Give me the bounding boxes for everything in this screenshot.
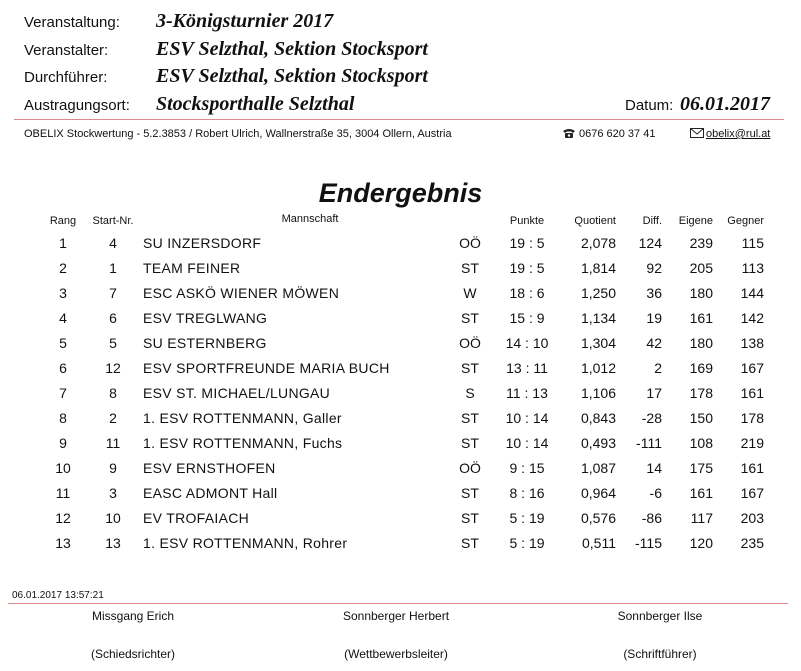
quotient-cell: 0,576 bbox=[580, 510, 616, 526]
eigene-cell: 117 bbox=[690, 510, 713, 526]
gegner-cell: 144 bbox=[740, 285, 764, 301]
diff-cell: 19 bbox=[646, 310, 662, 326]
software-info: OBELIX Stockwertung - 5.2.3853 / Robert Ulrich, Wallnerstraße 35, 3004 Ollern, Austria bbox=[24, 128, 452, 140]
start-cell: 12 bbox=[105, 360, 121, 376]
signature-role-wettbewerbsleiter: (Wettbewerbsleiter) bbox=[344, 647, 448, 661]
envelope-icon bbox=[690, 128, 704, 138]
signature-name-schiedsrichter: Missgang Erich bbox=[91, 609, 175, 623]
diff-cell: -115 bbox=[635, 535, 662, 551]
signature-name-wettbewerbsleiter: Sonnberger Herbert bbox=[342, 609, 450, 623]
eigene-cell: 108 bbox=[689, 435, 713, 451]
rang-cell: 10 bbox=[55, 460, 71, 476]
diff-cell: 92 bbox=[646, 260, 662, 276]
quotient-cell: 0,843 bbox=[580, 410, 616, 426]
rang-cell: 4 bbox=[59, 310, 67, 326]
gegner-cell: 167 bbox=[740, 485, 764, 501]
diff-cell: 2 bbox=[654, 360, 662, 376]
signature-name-schriftfuehrer: Sonnberger Ilse bbox=[617, 609, 703, 623]
gegner-cell: 161 bbox=[740, 460, 764, 476]
gegner-cell: 235 bbox=[740, 535, 764, 551]
quotient-cell: 1,087 bbox=[580, 460, 616, 476]
table-row bbox=[0, 235, 801, 260]
quotient-cell: 0,511 bbox=[582, 535, 616, 551]
value-durchfuehrer: ESV Selzthal, Sektion Stocksport bbox=[156, 65, 428, 87]
team-cell: TEAM FEINER bbox=[143, 260, 241, 276]
rang-cell: 8 bbox=[59, 410, 67, 426]
land-cell: ST bbox=[461, 510, 479, 526]
footer-divider bbox=[8, 603, 788, 604]
diff-cell: -28 bbox=[641, 410, 662, 426]
quotient-cell: 2,078 bbox=[580, 235, 616, 251]
col-punkte: Punkte bbox=[509, 215, 545, 227]
start-cell: 8 bbox=[109, 385, 117, 401]
label-veranstalter: Veranstalter: bbox=[24, 42, 109, 59]
team-cell: 1. ESV ROTTENMANN, Galler bbox=[143, 410, 342, 426]
print-timestamp: 06.01.2017 13:57:21 bbox=[12, 590, 104, 601]
table-row bbox=[0, 510, 801, 535]
gegner-cell: 113 bbox=[741, 260, 764, 276]
diff-cell: 17 bbox=[646, 385, 662, 401]
punkte-cell: 11 : 13 bbox=[506, 385, 548, 401]
land-cell: ST bbox=[461, 260, 479, 276]
land-cell: ST bbox=[461, 360, 479, 376]
rang-cell: 5 bbox=[59, 335, 67, 351]
rang-cell: 9 bbox=[59, 435, 67, 451]
signature-role-schiedsrichter: (Schiedsrichter) bbox=[90, 647, 176, 661]
diff-cell: 124 bbox=[638, 235, 662, 251]
start-cell: 9 bbox=[109, 460, 117, 476]
land-cell: ST bbox=[461, 535, 479, 551]
diff-cell: 42 bbox=[646, 335, 662, 351]
team-cell: ESC ASKÖ WIENER MÖWEN bbox=[143, 285, 340, 301]
gegner-cell: 115 bbox=[741, 235, 764, 251]
eigene-cell: 178 bbox=[689, 385, 713, 401]
diff-cell: 14 bbox=[646, 460, 662, 476]
gegner-cell: 178 bbox=[740, 410, 764, 426]
quotient-cell: 1,106 bbox=[580, 385, 616, 401]
rang-cell: 12 bbox=[55, 510, 71, 526]
table-row bbox=[0, 485, 801, 510]
punkte-cell: 18 : 6 bbox=[509, 285, 545, 301]
land-cell: ST bbox=[461, 310, 479, 326]
team-cell: 1. ESV ROTTENMANN, Fuchs bbox=[143, 435, 343, 451]
quotient-cell: 0,964 bbox=[580, 485, 616, 501]
signature-role-schriftfuehrer: (Schriftführer) bbox=[623, 647, 697, 661]
eigene-cell: 239 bbox=[689, 235, 713, 251]
rang-cell: 1 bbox=[59, 235, 67, 251]
quotient-cell: 1,814 bbox=[580, 260, 616, 276]
rang-cell: 2 bbox=[59, 260, 67, 276]
team-cell: EV TROFAIACH bbox=[143, 510, 250, 526]
land-cell: ST bbox=[461, 485, 479, 501]
gegner-cell: 161 bbox=[740, 385, 764, 401]
rang-cell: 13 bbox=[55, 535, 71, 551]
eigene-cell: 175 bbox=[689, 460, 713, 476]
eigene-cell: 205 bbox=[689, 260, 713, 276]
eigene-cell: 169 bbox=[689, 360, 713, 376]
quotient-cell: 1,012 bbox=[580, 360, 616, 376]
header-divider bbox=[14, 119, 784, 120]
email-link[interactable]: obelix@rul.at bbox=[706, 128, 771, 140]
table-row bbox=[0, 285, 801, 310]
punkte-cell: 15 : 9 bbox=[509, 310, 545, 326]
col-diff: Diff. bbox=[642, 215, 662, 227]
gegner-cell: 203 bbox=[740, 510, 764, 526]
eigene-cell: 150 bbox=[689, 410, 713, 426]
table-row bbox=[0, 360, 801, 385]
team-cell: SU ESTERNBERG bbox=[143, 335, 267, 351]
label-austragungsort: Austragungsort: bbox=[24, 97, 130, 114]
punkte-cell: 19 : 5 bbox=[509, 235, 545, 251]
punkte-cell: 10 : 14 bbox=[505, 435, 549, 451]
table-row bbox=[0, 460, 801, 485]
team-cell: ESV ST. MICHAEL/LUNGAU bbox=[143, 385, 331, 401]
col-eigene: Eigene bbox=[678, 215, 713, 227]
punkte-cell: 5 : 19 bbox=[509, 535, 545, 551]
land-cell: OÖ bbox=[459, 335, 481, 351]
col-quotient: Quotient bbox=[574, 215, 616, 227]
start-cell: 10 bbox=[105, 510, 121, 526]
start-cell: 2 bbox=[109, 410, 117, 426]
punkte-cell: 13 : 11 bbox=[506, 360, 548, 376]
rang-cell: 6 bbox=[59, 360, 67, 376]
value-austragungsort: Stocksporthalle Selzthal bbox=[156, 93, 355, 115]
land-cell: OÖ bbox=[459, 460, 481, 476]
gegner-cell: 138 bbox=[740, 335, 764, 351]
eigene-cell: 120 bbox=[689, 535, 713, 551]
table-row bbox=[0, 385, 801, 410]
eigene-cell: 180 bbox=[689, 335, 713, 351]
page-title: Endergebnis bbox=[318, 178, 483, 208]
date-value: 06.01.2017 bbox=[680, 93, 770, 115]
diff-cell: -111 bbox=[636, 435, 662, 451]
quotient-cell: 1,304 bbox=[580, 335, 616, 351]
team-cell: EASC ADMONT Hall bbox=[143, 485, 278, 501]
start-cell: 5 bbox=[109, 335, 117, 351]
gegner-cell: 219 bbox=[740, 435, 764, 451]
team-cell: SU INZERSDORF bbox=[143, 235, 262, 251]
table-row bbox=[0, 535, 801, 560]
eigene-cell: 161 bbox=[689, 310, 713, 326]
eigene-cell: 180 bbox=[689, 285, 713, 301]
quotient-cell: 1,250 bbox=[580, 285, 616, 301]
col-start: Start-Nr. bbox=[92, 215, 134, 227]
punkte-cell: 19 : 5 bbox=[509, 260, 545, 276]
table-row bbox=[0, 335, 801, 360]
quotient-cell: 1,134 bbox=[580, 310, 616, 326]
punkte-cell: 14 : 10 bbox=[505, 335, 549, 351]
gegner-cell: 167 bbox=[740, 360, 764, 376]
col-rang: Rang bbox=[49, 215, 77, 227]
punkte-cell: 8 : 16 bbox=[509, 485, 545, 501]
eigene-cell: 161 bbox=[689, 485, 713, 501]
start-cell: 11 bbox=[105, 435, 121, 451]
land-cell: S bbox=[465, 385, 475, 401]
quotient-cell: 0,493 bbox=[580, 435, 616, 451]
team-cell: ESV TREGLWANG bbox=[143, 310, 268, 326]
table-row bbox=[0, 435, 801, 460]
punkte-cell: 5 : 19 bbox=[509, 510, 545, 526]
start-cell: 6 bbox=[109, 310, 117, 326]
team-cell: ESV SPORTFREUNDE MARIA BUCH bbox=[143, 360, 390, 376]
col-team: Mannschaft bbox=[281, 213, 339, 225]
gegner-cell: 142 bbox=[740, 310, 764, 326]
punkte-cell: 10 : 14 bbox=[505, 410, 549, 426]
rang-cell: 3 bbox=[59, 285, 67, 301]
land-cell: W bbox=[463, 285, 477, 301]
team-cell: 1. ESV ROTTENMANN, Rohrer bbox=[143, 535, 348, 551]
land-cell: ST bbox=[461, 410, 479, 426]
rang-cell: 7 bbox=[59, 385, 67, 401]
label-veranstaltung: Veranstaltung: bbox=[24, 14, 120, 31]
table-row bbox=[0, 260, 801, 285]
diff-cell: 36 bbox=[646, 285, 662, 301]
phone-number: 0676 620 37 41 bbox=[579, 128, 656, 140]
team-cell: ESV ERNSTHOFEN bbox=[143, 460, 276, 476]
start-cell: 1 bbox=[109, 260, 117, 276]
diff-cell: -86 bbox=[641, 510, 662, 526]
table-row bbox=[0, 410, 801, 435]
rang-cell: 11 bbox=[55, 485, 71, 501]
label-durchfuehrer: Durchführer: bbox=[24, 69, 108, 86]
value-veranstalter: ESV Selzthal, Sektion Stocksport bbox=[156, 38, 428, 60]
start-cell: 4 bbox=[109, 235, 117, 251]
diff-cell: -6 bbox=[649, 485, 662, 501]
value-veranstaltung: 3-Königsturnier 2017 bbox=[156, 10, 334, 32]
col-gegner: Gegner bbox=[727, 215, 764, 227]
start-cell: 13 bbox=[105, 535, 121, 551]
date-label: Datum: bbox=[625, 97, 674, 114]
punkte-cell: 9 : 15 bbox=[509, 460, 545, 476]
start-cell: 3 bbox=[109, 485, 117, 501]
phone-icon bbox=[562, 127, 576, 139]
start-cell: 7 bbox=[109, 285, 117, 301]
land-cell: OÖ bbox=[459, 235, 481, 251]
table-row bbox=[0, 310, 801, 335]
land-cell: ST bbox=[461, 435, 479, 451]
